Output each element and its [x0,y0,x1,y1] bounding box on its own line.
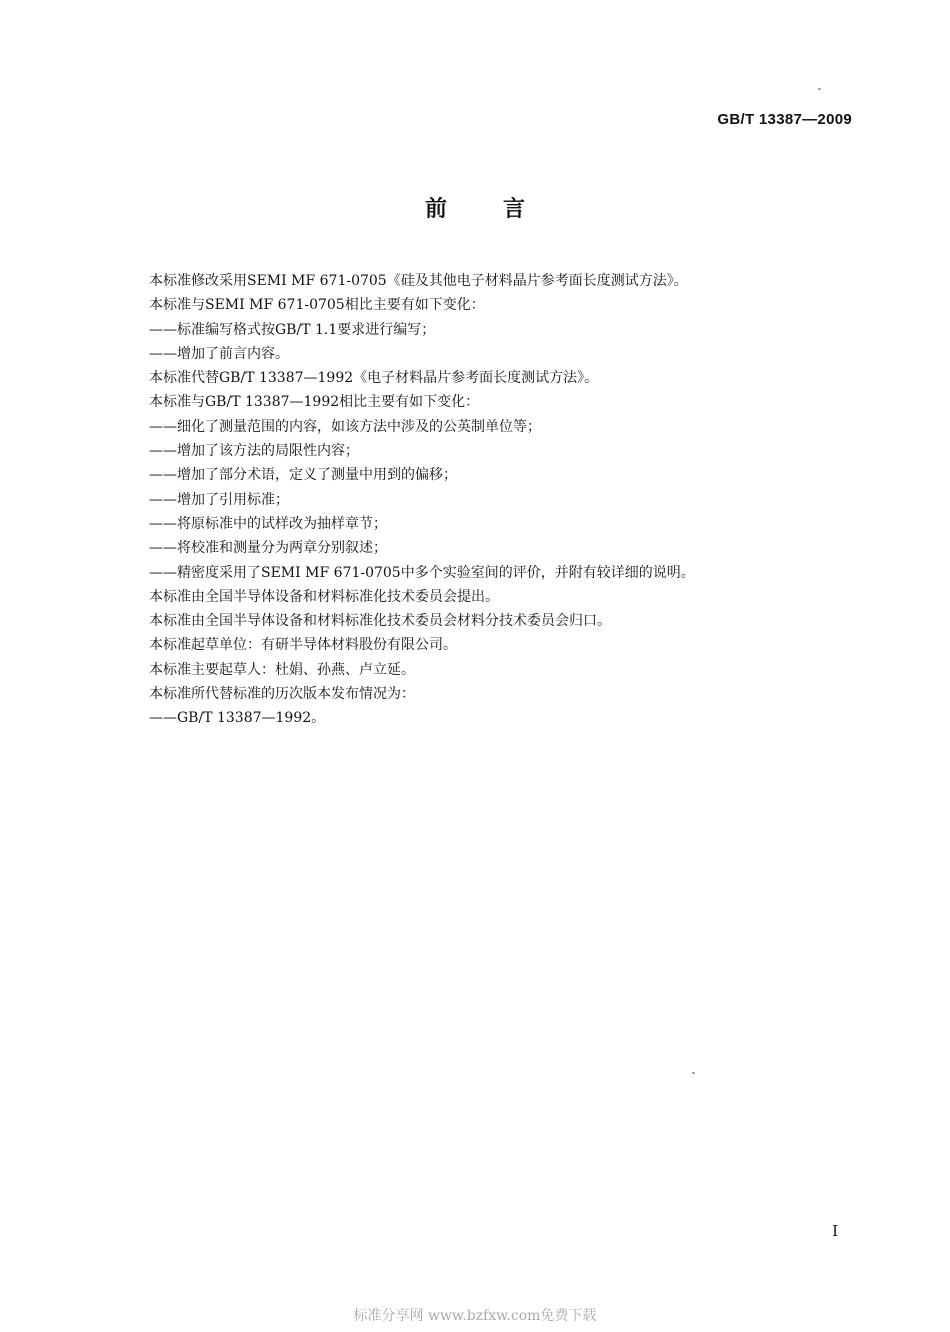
preface-line: 本标准所代替标准的历次版本发布情况为： [149,686,415,703]
footer-watermark: 标准分享网 www.bzfxw.com免费下载 [353,1308,597,1324]
page-title-char-2: 言 [503,196,526,222]
preface-line: ——标准编写格式按GB/T 1.1要求进行编写； [149,321,436,338]
preface-line: ——将原标准中的试样改为抽样章节； [149,515,387,532]
preface-line: ——增加了前言内容。 [149,345,289,362]
preface-line: 本标准与SEMI MF 671-0705相比主要有如下变化： [149,297,485,314]
preface-line: 本标准修改采用SEMI MF 671-0705《硅及其他电子材料晶片参考面长度测试方法》。 [149,273,688,289]
scan-speck [818,88,821,90]
preface-line: 本标准代替GB/T 13387—1992《电子材料晶片参考面长度测试方法》。 [149,370,599,387]
preface-line: ——细化了测量范围的内容，如该方法中涉及的公英制单位等； [149,418,541,435]
page-number: I [832,1222,838,1240]
preface-line: 本标准主要起草人：杜娟、孙燕、卢立延。 [149,661,415,678]
page-title-char-1: 前 [424,196,447,222]
document-code: GB/T 13387—2009 [717,111,852,128]
preface-line: ——增加了部分术语，定义了测量中用到的偏移； [149,467,457,484]
preface-line: 本标准由全国半导体设备和材料标准化技术委员会提出。 [149,588,499,605]
scan-speck [692,1072,695,1074]
preface-line: 本标准与GB/T 13387—1992相比主要有如下变化： [149,394,480,411]
preface-line: ——GB/T 13387—1992。 [149,710,326,727]
page-title [0,192,950,223]
preface-body [149,269,849,731]
preface-line: 本标准起草单位：有研半导体材料股份有限公司。 [149,637,457,654]
preface-line: 本标准由全国半导体设备和材料标准化技术委员会材料分技术委员会归口。 [149,613,611,630]
preface-line: ——精密度采用了SEMI MF 671-0705中多个实验室间的评价，并附有较详细的说明。 [149,564,695,581]
preface-line: ——将校准和测量分为两章分别叙述； [149,540,387,557]
preface-line: ——增加了该方法的局限性内容； [149,443,359,460]
preface-line: ——增加了引用标准； [149,491,289,508]
